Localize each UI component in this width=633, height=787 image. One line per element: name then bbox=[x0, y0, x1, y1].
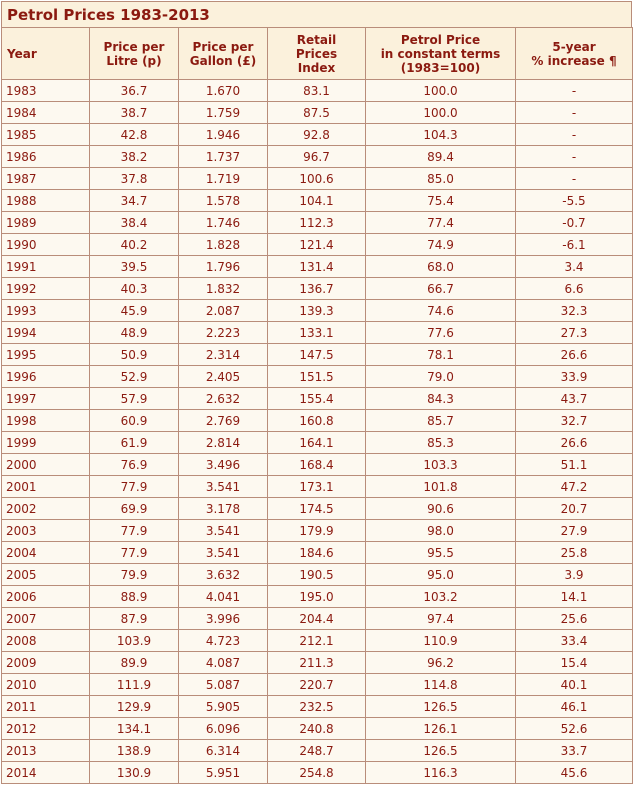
five-year-increase-cell: - bbox=[516, 102, 633, 124]
header-line: in constant terms bbox=[380, 46, 501, 61]
year-cell: 2007 bbox=[2, 608, 90, 630]
year-cell: 2009 bbox=[2, 652, 90, 674]
five-year-increase-cell: 15.4 bbox=[516, 652, 633, 674]
year-cell: 2010 bbox=[2, 674, 90, 696]
petrol-prices-table bbox=[1, 27, 633, 784]
five-year-increase-cell: 43.7 bbox=[516, 388, 633, 410]
header-line: 5-year bbox=[552, 39, 596, 54]
price-gallon-cell: 3.541 bbox=[179, 476, 268, 498]
five-year-increase-cell: - bbox=[516, 146, 633, 168]
year-cell: 2011 bbox=[2, 696, 90, 718]
five-year-increase-cell: - bbox=[516, 124, 633, 146]
rpi-cell: 155.4 bbox=[268, 388, 366, 410]
year-cell: 2004 bbox=[2, 542, 90, 564]
five-year-increase-cell: 20.7 bbox=[516, 498, 633, 520]
price-gallon-cell: 1.670 bbox=[179, 80, 268, 102]
price-litre-cell: 40.3 bbox=[90, 278, 179, 300]
rpi-cell: 83.1 bbox=[268, 80, 366, 102]
price-gallon-cell: 4.041 bbox=[179, 586, 268, 608]
constant-price-cell: 100.0 bbox=[366, 80, 516, 102]
rpi-cell: 211.3 bbox=[268, 652, 366, 674]
year-cell: 1988 bbox=[2, 190, 90, 212]
price-litre-cell: 39.5 bbox=[90, 256, 179, 278]
price-gallon-cell: 2.314 bbox=[179, 344, 268, 366]
price-gallon-cell: 3.178 bbox=[179, 498, 268, 520]
table-row bbox=[2, 718, 633, 740]
price-gallon-cell: 3.496 bbox=[179, 454, 268, 476]
rpi-cell: 232.5 bbox=[268, 696, 366, 718]
year-cell: 1992 bbox=[2, 278, 90, 300]
price-litre-cell: 129.9 bbox=[90, 696, 179, 718]
rpi-cell: 220.7 bbox=[268, 674, 366, 696]
rpi-cell: 87.5 bbox=[268, 102, 366, 124]
year-cell: 2008 bbox=[2, 630, 90, 652]
year-cell: 2002 bbox=[2, 498, 90, 520]
constant-price-cell: 97.4 bbox=[366, 608, 516, 630]
five-year-increase-cell: 47.2 bbox=[516, 476, 633, 498]
rpi-cell: 164.1 bbox=[268, 432, 366, 454]
year-cell: 2006 bbox=[2, 586, 90, 608]
rpi-cell: 179.9 bbox=[268, 520, 366, 542]
rpi-cell: 254.8 bbox=[268, 762, 366, 784]
year-cell: 1993 bbox=[2, 300, 90, 322]
price-gallon-cell: 1.578 bbox=[179, 190, 268, 212]
header-year bbox=[2, 28, 90, 80]
header-price-per-litre bbox=[90, 28, 179, 80]
constant-price-cell: 66.7 bbox=[366, 278, 516, 300]
table-row bbox=[2, 388, 633, 410]
price-litre-cell: 38.7 bbox=[90, 102, 179, 124]
five-year-increase-cell: 33.7 bbox=[516, 740, 633, 762]
table-row bbox=[2, 410, 633, 432]
table-row bbox=[2, 278, 633, 300]
rpi-cell: 136.7 bbox=[268, 278, 366, 300]
header-line: % increase ¶ bbox=[531, 53, 617, 68]
price-gallon-cell: 2.769 bbox=[179, 410, 268, 432]
price-litre-cell: 77.9 bbox=[90, 542, 179, 564]
header-retail-prices-index bbox=[268, 28, 366, 80]
year-cell: 2012 bbox=[2, 718, 90, 740]
header-line: Price per bbox=[103, 39, 165, 54]
price-gallon-cell: 6.314 bbox=[179, 740, 268, 762]
table-row bbox=[2, 520, 633, 542]
constant-price-cell: 98.0 bbox=[366, 520, 516, 542]
rpi-cell: 174.5 bbox=[268, 498, 366, 520]
constant-price-cell: 84.3 bbox=[366, 388, 516, 410]
table-row bbox=[2, 322, 633, 344]
five-year-increase-cell: 3.4 bbox=[516, 256, 633, 278]
constant-price-cell: 101.8 bbox=[366, 476, 516, 498]
year-cell: 2000 bbox=[2, 454, 90, 476]
table-row bbox=[2, 762, 633, 784]
rpi-cell: 184.6 bbox=[268, 542, 366, 564]
price-litre-cell: 111.9 bbox=[90, 674, 179, 696]
price-litre-cell: 76.9 bbox=[90, 454, 179, 476]
year-cell: 1989 bbox=[2, 212, 90, 234]
constant-price-cell: 103.2 bbox=[366, 586, 516, 608]
header-price-per-gallon bbox=[179, 28, 268, 80]
table-row bbox=[2, 608, 633, 630]
five-year-increase-cell: -6.1 bbox=[516, 234, 633, 256]
rpi-cell: 168.4 bbox=[268, 454, 366, 476]
year-cell: 1990 bbox=[2, 234, 90, 256]
five-year-increase-cell: 51.1 bbox=[516, 454, 633, 476]
price-litre-cell: 103.9 bbox=[90, 630, 179, 652]
price-gallon-cell: 5.087 bbox=[179, 674, 268, 696]
constant-price-cell: 116.3 bbox=[366, 762, 516, 784]
price-gallon-cell: 4.723 bbox=[179, 630, 268, 652]
table-row bbox=[2, 564, 633, 586]
table-row bbox=[2, 366, 633, 388]
price-litre-cell: 34.7 bbox=[90, 190, 179, 212]
constant-price-cell: 126.5 bbox=[366, 740, 516, 762]
price-litre-cell: 79.9 bbox=[90, 564, 179, 586]
five-year-increase-cell: 46.1 bbox=[516, 696, 633, 718]
five-year-increase-cell: 26.6 bbox=[516, 432, 633, 454]
price-gallon-cell: 2.814 bbox=[179, 432, 268, 454]
table-row bbox=[2, 256, 633, 278]
rpi-cell: 92.8 bbox=[268, 124, 366, 146]
five-year-increase-cell: 6.6 bbox=[516, 278, 633, 300]
constant-price-cell: 77.4 bbox=[366, 212, 516, 234]
table-row bbox=[2, 234, 633, 256]
rpi-cell: 173.1 bbox=[268, 476, 366, 498]
price-gallon-cell: 3.996 bbox=[179, 608, 268, 630]
five-year-increase-cell: 25.8 bbox=[516, 542, 633, 564]
rpi-cell: 131.4 bbox=[268, 256, 366, 278]
rpi-cell: 160.8 bbox=[268, 410, 366, 432]
constant-price-cell: 68.0 bbox=[366, 256, 516, 278]
five-year-increase-cell: 3.9 bbox=[516, 564, 633, 586]
price-gallon-cell: 1.737 bbox=[179, 146, 268, 168]
table-row bbox=[2, 212, 633, 234]
constant-price-cell: 126.1 bbox=[366, 718, 516, 740]
price-gallon-cell: 5.905 bbox=[179, 696, 268, 718]
year-cell: 2005 bbox=[2, 564, 90, 586]
table-row bbox=[2, 146, 633, 168]
year-cell: 1999 bbox=[2, 432, 90, 454]
rpi-cell: 139.3 bbox=[268, 300, 366, 322]
price-litre-cell: 40.2 bbox=[90, 234, 179, 256]
price-litre-cell: 38.2 bbox=[90, 146, 179, 168]
constant-price-cell: 85.0 bbox=[366, 168, 516, 190]
year-cell: 1995 bbox=[2, 344, 90, 366]
constant-price-cell: 110.9 bbox=[366, 630, 516, 652]
table-row bbox=[2, 542, 633, 564]
constant-price-cell: 74.9 bbox=[366, 234, 516, 256]
year-cell: 1996 bbox=[2, 366, 90, 388]
rpi-cell: 195.0 bbox=[268, 586, 366, 608]
table-title: Petrol Prices 1983-2013 bbox=[1, 1, 632, 27]
year-cell: 1987 bbox=[2, 168, 90, 190]
table-body bbox=[2, 80, 633, 784]
table-row bbox=[2, 652, 633, 674]
rpi-cell: 104.1 bbox=[268, 190, 366, 212]
price-gallon-cell: 2.632 bbox=[179, 388, 268, 410]
year-cell: 2014 bbox=[2, 762, 90, 784]
header-line: Gallon (£) bbox=[189, 53, 257, 68]
price-gallon-cell: 1.828 bbox=[179, 234, 268, 256]
header-five-year-increase bbox=[516, 28, 633, 80]
price-gallon-cell: 6.096 bbox=[179, 718, 268, 740]
header-line: Prices bbox=[295, 46, 338, 61]
price-gallon-cell: 2.087 bbox=[179, 300, 268, 322]
price-litre-cell: 57.9 bbox=[90, 388, 179, 410]
table-row bbox=[2, 168, 633, 190]
constant-price-cell: 96.2 bbox=[366, 652, 516, 674]
header-line: (1983=100) bbox=[400, 60, 481, 75]
rpi-cell: 147.5 bbox=[268, 344, 366, 366]
rpi-cell: 248.7 bbox=[268, 740, 366, 762]
price-litre-cell: 130.9 bbox=[90, 762, 179, 784]
five-year-increase-cell: 27.3 bbox=[516, 322, 633, 344]
header-line: Price per bbox=[192, 39, 254, 54]
five-year-increase-cell: -0.7 bbox=[516, 212, 633, 234]
price-gallon-cell: 1.746 bbox=[179, 212, 268, 234]
header-line: Index bbox=[297, 60, 336, 75]
rpi-cell: 204.4 bbox=[268, 608, 366, 630]
price-litre-cell: 37.8 bbox=[90, 168, 179, 190]
price-litre-cell: 89.9 bbox=[90, 652, 179, 674]
header-year-line: Year bbox=[7, 46, 37, 61]
price-litre-cell: 134.1 bbox=[90, 718, 179, 740]
year-cell: 1984 bbox=[2, 102, 90, 124]
price-gallon-cell: 3.632 bbox=[179, 564, 268, 586]
rpi-cell: 112.3 bbox=[268, 212, 366, 234]
constant-price-cell: 104.3 bbox=[366, 124, 516, 146]
table-row bbox=[2, 80, 633, 102]
price-litre-cell: 138.9 bbox=[90, 740, 179, 762]
constant-price-cell: 100.0 bbox=[366, 102, 516, 124]
header-constant-terms bbox=[366, 28, 516, 80]
constant-price-cell: 79.0 bbox=[366, 366, 516, 388]
year-cell: 1985 bbox=[2, 124, 90, 146]
five-year-increase-cell: 26.6 bbox=[516, 344, 633, 366]
price-gallon-cell: 5.951 bbox=[179, 762, 268, 784]
rpi-cell: 212.1 bbox=[268, 630, 366, 652]
price-gallon-cell: 2.223 bbox=[179, 322, 268, 344]
price-litre-cell: 50.9 bbox=[90, 344, 179, 366]
price-gallon-cell: 3.541 bbox=[179, 542, 268, 564]
price-gallon-cell: 1.796 bbox=[179, 256, 268, 278]
price-litre-cell: 87.9 bbox=[90, 608, 179, 630]
table-row bbox=[2, 740, 633, 762]
rpi-cell: 96.7 bbox=[268, 146, 366, 168]
price-gallon-cell: 1.832 bbox=[179, 278, 268, 300]
five-year-increase-cell: - bbox=[516, 168, 633, 190]
table-row bbox=[2, 674, 633, 696]
year-cell: 2003 bbox=[2, 520, 90, 542]
table-row bbox=[2, 696, 633, 718]
rpi-cell: 100.6 bbox=[268, 168, 366, 190]
table-row bbox=[2, 498, 633, 520]
five-year-increase-cell: 32.7 bbox=[516, 410, 633, 432]
constant-price-cell: 126.5 bbox=[366, 696, 516, 718]
price-gallon-cell: 1.946 bbox=[179, 124, 268, 146]
price-gallon-cell: 1.719 bbox=[179, 168, 268, 190]
constant-price-cell: 95.0 bbox=[366, 564, 516, 586]
year-cell: 1998 bbox=[2, 410, 90, 432]
price-litre-cell: 69.9 bbox=[90, 498, 179, 520]
five-year-increase-cell: - bbox=[516, 80, 633, 102]
year-cell: 2001 bbox=[2, 476, 90, 498]
constant-price-cell: 90.6 bbox=[366, 498, 516, 520]
constant-price-cell: 95.5 bbox=[366, 542, 516, 564]
constant-price-cell: 103.3 bbox=[366, 454, 516, 476]
five-year-increase-cell: 32.3 bbox=[516, 300, 633, 322]
price-litre-cell: 77.9 bbox=[90, 476, 179, 498]
rpi-cell: 190.5 bbox=[268, 564, 366, 586]
constant-price-cell: 114.8 bbox=[366, 674, 516, 696]
rpi-cell: 133.1 bbox=[268, 322, 366, 344]
constant-price-cell: 85.3 bbox=[366, 432, 516, 454]
petrol-prices-table-container bbox=[1, 1, 632, 784]
table-row bbox=[2, 102, 633, 124]
year-cell: 1997 bbox=[2, 388, 90, 410]
price-litre-cell: 42.8 bbox=[90, 124, 179, 146]
price-gallon-cell: 4.087 bbox=[179, 652, 268, 674]
table-row bbox=[2, 586, 633, 608]
price-litre-cell: 48.9 bbox=[90, 322, 179, 344]
table-row bbox=[2, 300, 633, 322]
five-year-increase-cell: 45.6 bbox=[516, 762, 633, 784]
header-line: Petrol Price bbox=[400, 32, 481, 47]
five-year-increase-cell: -5.5 bbox=[516, 190, 633, 212]
price-gallon-cell: 3.541 bbox=[179, 520, 268, 542]
rpi-cell: 121.4 bbox=[268, 234, 366, 256]
year-cell: 1983 bbox=[2, 80, 90, 102]
table-row bbox=[2, 124, 633, 146]
rpi-cell: 240.8 bbox=[268, 718, 366, 740]
price-gallon-cell: 2.405 bbox=[179, 366, 268, 388]
five-year-increase-cell: 33.9 bbox=[516, 366, 633, 388]
year-cell: 1986 bbox=[2, 146, 90, 168]
price-litre-cell: 60.9 bbox=[90, 410, 179, 432]
year-cell: 1991 bbox=[2, 256, 90, 278]
table-row bbox=[2, 476, 633, 498]
year-cell: 2013 bbox=[2, 740, 90, 762]
table-row bbox=[2, 432, 633, 454]
five-year-increase-cell: 25.6 bbox=[516, 608, 633, 630]
price-litre-cell: 77.9 bbox=[90, 520, 179, 542]
constant-price-cell: 85.7 bbox=[366, 410, 516, 432]
constant-price-cell: 89.4 bbox=[366, 146, 516, 168]
price-litre-cell: 38.4 bbox=[90, 212, 179, 234]
year-cell: 1994 bbox=[2, 322, 90, 344]
five-year-increase-cell: 33.4 bbox=[516, 630, 633, 652]
price-litre-cell: 52.9 bbox=[90, 366, 179, 388]
table-row bbox=[2, 454, 633, 476]
rpi-cell: 151.5 bbox=[268, 366, 366, 388]
five-year-increase-cell: 52.6 bbox=[516, 718, 633, 740]
constant-price-cell: 75.4 bbox=[366, 190, 516, 212]
five-year-increase-cell: 27.9 bbox=[516, 520, 633, 542]
table-row bbox=[2, 630, 633, 652]
table-row bbox=[2, 344, 633, 366]
constant-price-cell: 77.6 bbox=[366, 322, 516, 344]
price-gallon-cell: 1.759 bbox=[179, 102, 268, 124]
header-line: Litre (p) bbox=[106, 53, 162, 68]
price-litre-cell: 88.9 bbox=[90, 586, 179, 608]
price-litre-cell: 61.9 bbox=[90, 432, 179, 454]
price-litre-cell: 36.7 bbox=[90, 80, 179, 102]
header-row bbox=[2, 28, 633, 80]
header-line: Retail bbox=[296, 32, 337, 47]
price-litre-cell: 45.9 bbox=[90, 300, 179, 322]
constant-price-cell: 78.1 bbox=[366, 344, 516, 366]
five-year-increase-cell: 40.1 bbox=[516, 674, 633, 696]
five-year-increase-cell: 14.1 bbox=[516, 586, 633, 608]
constant-price-cell: 74.6 bbox=[366, 300, 516, 322]
table-row bbox=[2, 190, 633, 212]
